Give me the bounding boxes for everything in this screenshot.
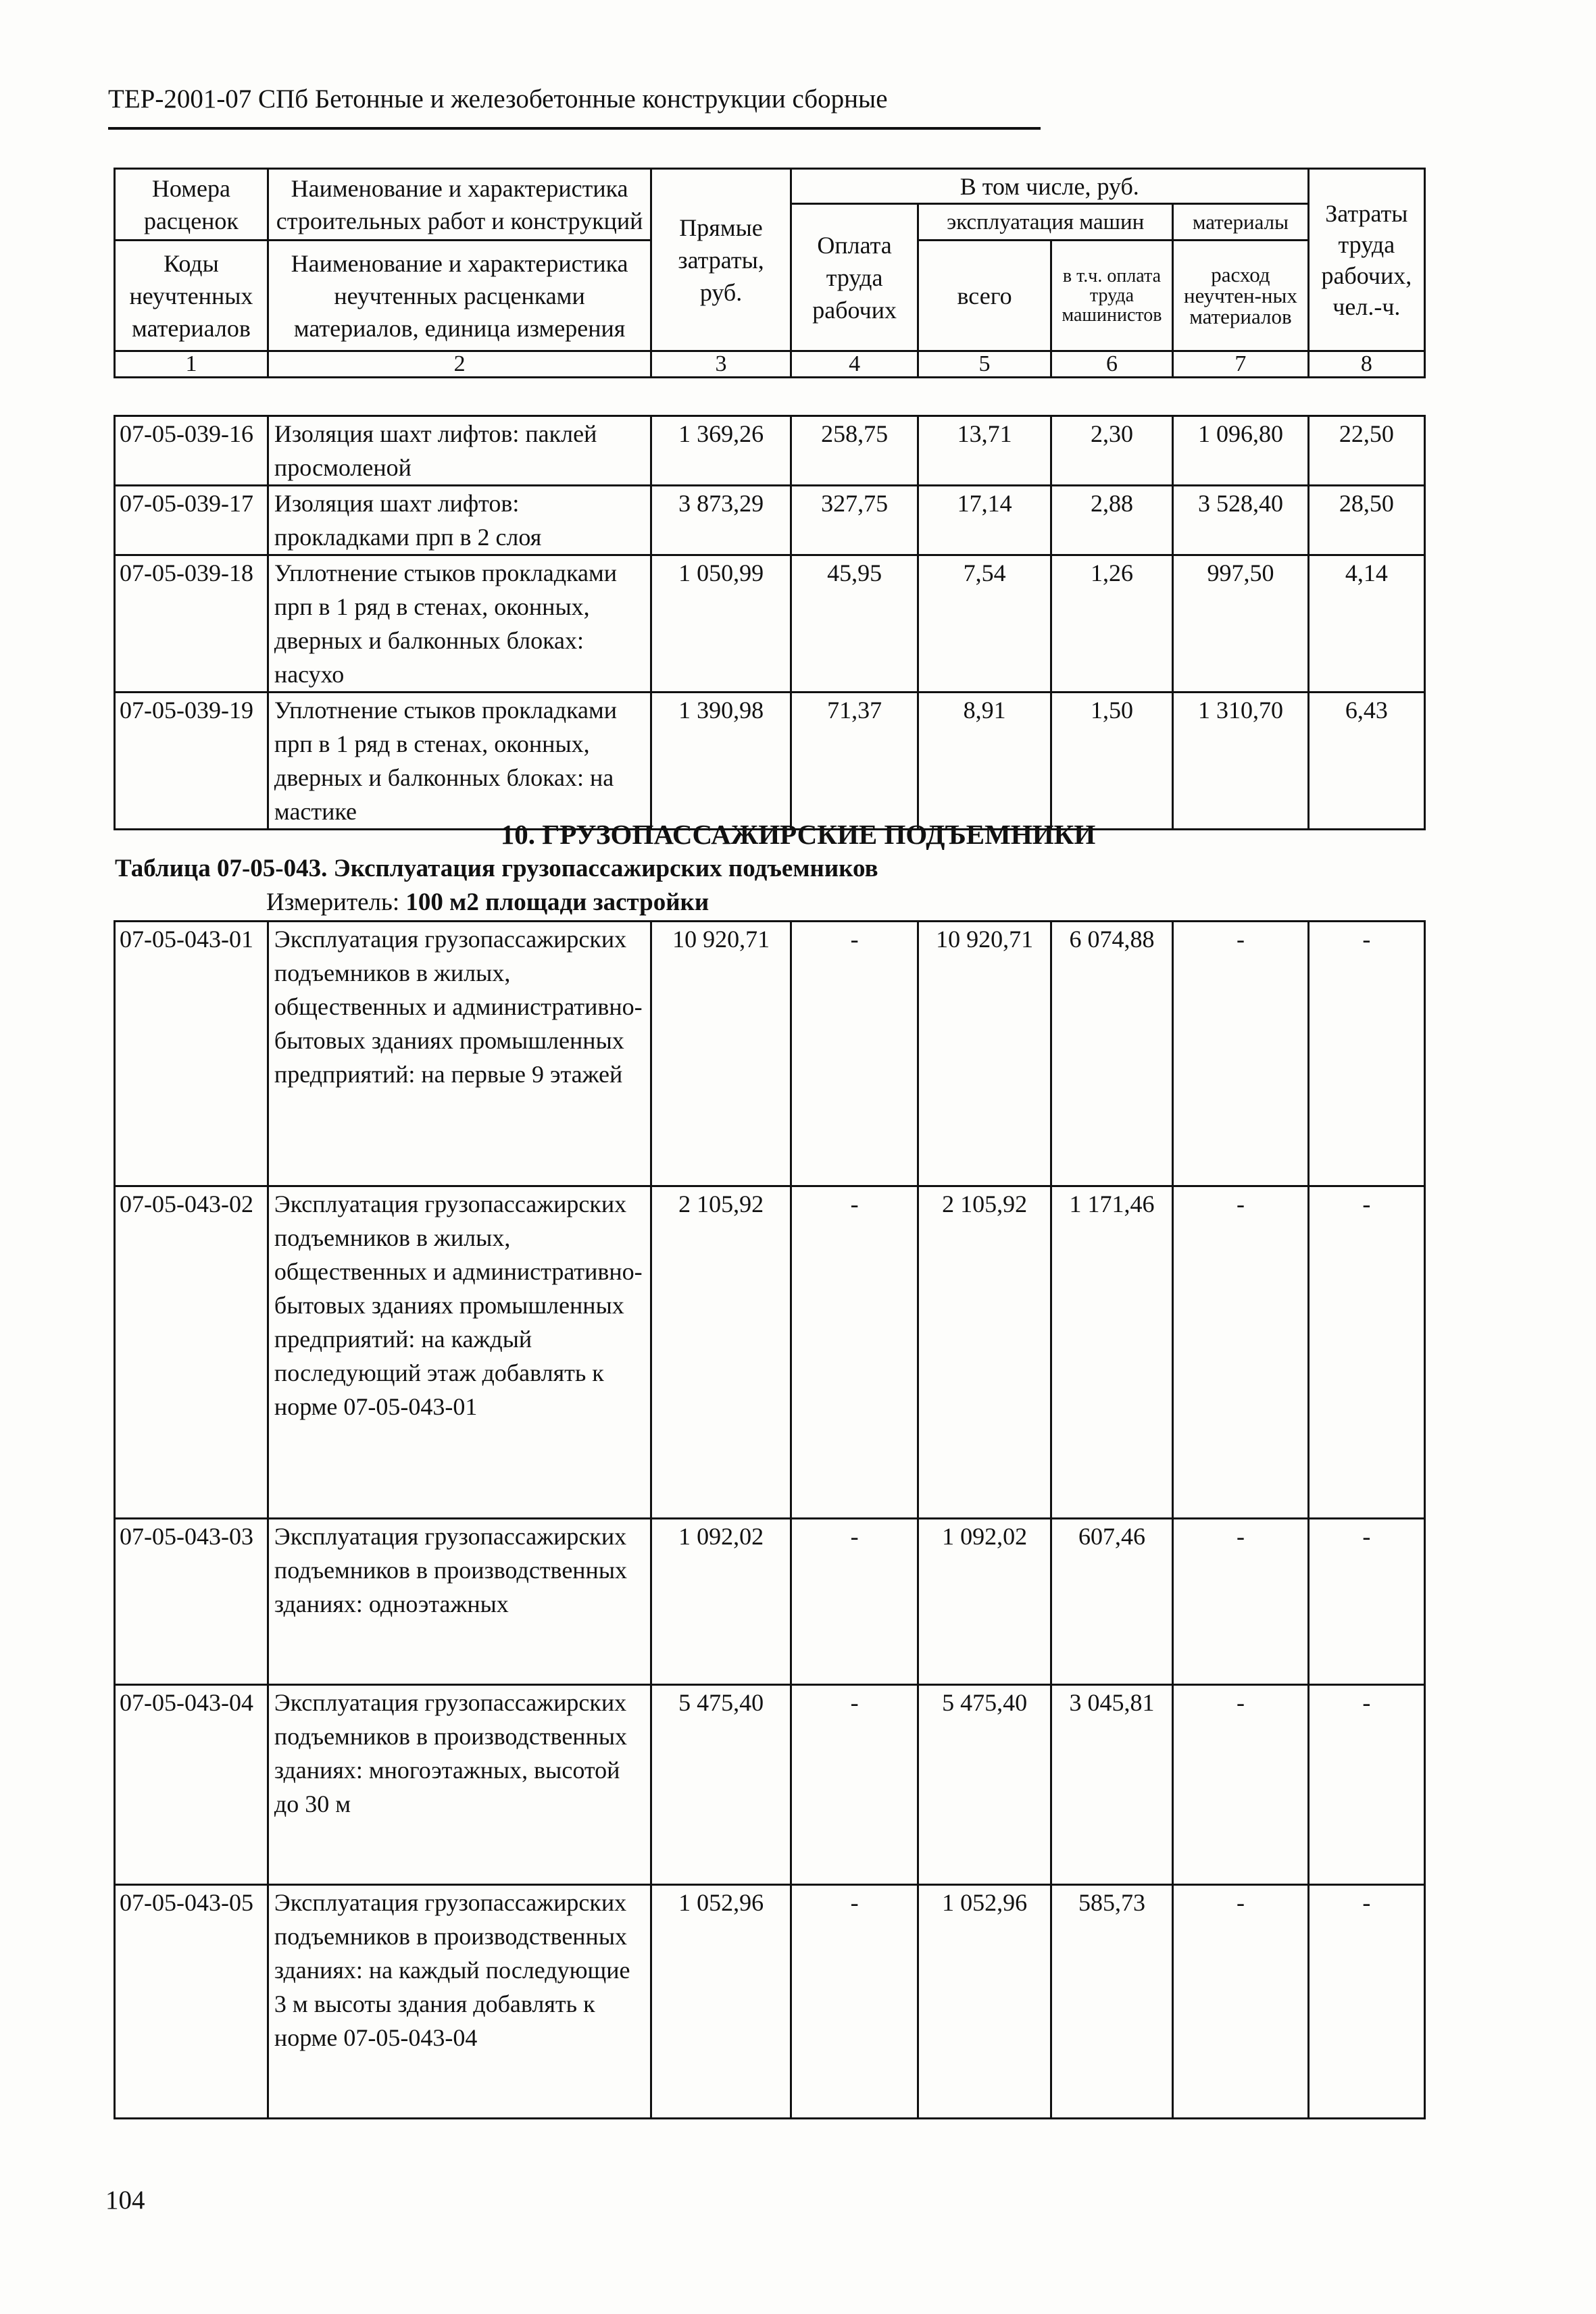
header-vsego: всего xyxy=(918,241,1051,351)
machinist-pay: 2,88 xyxy=(1051,486,1172,555)
labor-hours: - xyxy=(1308,1885,1424,2119)
header-materialy: материалы xyxy=(1173,204,1309,241)
labor-pay: - xyxy=(791,1519,918,1685)
header-nomera: Номера расценок xyxy=(115,169,268,241)
rates-table-039 xyxy=(114,415,1426,830)
materials: 997,50 xyxy=(1173,555,1309,693)
rate-name: Эксплуатация грузопассажирских подъемников в производственных зданиях: многоэтажных, высотой до 30 м xyxy=(268,1685,651,1885)
unit-label: Измеритель: xyxy=(266,888,400,916)
labor-pay: 327,75 xyxy=(791,486,918,555)
labor-pay: 45,95 xyxy=(791,555,918,693)
direct-cost: 1 092,02 xyxy=(651,1519,791,1685)
labor-hours: 6,43 xyxy=(1308,693,1424,830)
rate-code: 07-05-039-19 xyxy=(115,693,268,830)
header-ekspl: эксплуатация машин xyxy=(918,204,1173,241)
machinist-pay: 3 045,81 xyxy=(1051,1685,1172,1885)
header-num: 1 xyxy=(115,351,268,378)
table-row xyxy=(115,486,1425,555)
machinist-pay: 585,73 xyxy=(1051,1885,1172,2119)
header-num: 3 xyxy=(651,351,791,378)
header-num: 6 xyxy=(1051,351,1172,378)
machinist-pay: 2,30 xyxy=(1051,416,1172,486)
header-vtom: В том числе, руб. xyxy=(791,169,1308,204)
rate-code: 07-05-039-16 xyxy=(115,416,268,486)
table-title: Таблица 07-05-043. Эксплуатация грузопассажирских подъемников xyxy=(115,855,878,882)
labor-pay: - xyxy=(791,922,918,1186)
table-row xyxy=(115,1519,1425,1685)
machinist-pay: 1,50 xyxy=(1051,693,1172,830)
labor-hours: - xyxy=(1308,1685,1424,1885)
header-num: 4 xyxy=(791,351,918,378)
rate-name: Уплотнение стыков прокладками прп в 1 ряд в стенах, оконных, дверных и балконных блоках: на мастике xyxy=(268,693,651,830)
table-row xyxy=(115,416,1425,486)
table-row xyxy=(115,555,1425,693)
labor-hours: - xyxy=(1308,1519,1424,1685)
header-zatraty: Затраты труда рабочих, чел.-ч. xyxy=(1308,169,1424,351)
labor-pay: 71,37 xyxy=(791,693,918,830)
direct-cost: 10 920,71 xyxy=(651,922,791,1186)
machinist-pay: 1,26 xyxy=(1051,555,1172,693)
materials: - xyxy=(1173,1685,1309,1885)
column-header-table xyxy=(114,168,1426,378)
labor-pay: - xyxy=(791,1885,918,2119)
rate-name: Изоляция шахт лифтов: прокладками прп в 2 слоя xyxy=(268,486,651,555)
machinist-pay: 607,46 xyxy=(1051,1519,1172,1685)
machine-total: 7,54 xyxy=(918,555,1051,693)
machine-total: 10 920,71 xyxy=(918,922,1051,1186)
labor-hours: 28,50 xyxy=(1308,486,1424,555)
direct-cost: 1 052,96 xyxy=(651,1885,791,2119)
table-row xyxy=(115,922,1425,1186)
machinist-pay: 1 171,46 xyxy=(1051,1186,1172,1519)
direct-cost: 1 390,98 xyxy=(651,693,791,830)
labor-pay: 258,75 xyxy=(791,416,918,486)
header-kody: Коды неучтенных материалов xyxy=(115,241,268,351)
rate-name: Эксплуатация грузопассажирских подъемников в жилых, общественных и административно-бытовых зданиях промышленных предприятий: на каждый последующий этаж добавлять к норме 07-05-043-01 xyxy=(268,1186,651,1519)
machine-total: 17,14 xyxy=(918,486,1051,555)
labor-pay: - xyxy=(791,1186,918,1519)
header-vtch: в т.ч. оплата труда машинистов xyxy=(1051,241,1172,351)
machine-total: 8,91 xyxy=(918,693,1051,830)
materials: - xyxy=(1173,1186,1309,1519)
materials: - xyxy=(1173,1885,1309,2119)
header-num: 8 xyxy=(1308,351,1424,378)
labor-hours: - xyxy=(1308,922,1424,1186)
machine-total: 1 092,02 xyxy=(918,1519,1051,1685)
materials: 1 096,80 xyxy=(1173,416,1309,486)
header-num: 5 xyxy=(918,351,1051,378)
machine-total: 5 475,40 xyxy=(918,1685,1051,1885)
header-num: 7 xyxy=(1173,351,1309,378)
rate-code: 07-05-043-03 xyxy=(115,1519,268,1685)
direct-cost: 2 105,92 xyxy=(651,1186,791,1519)
unit-value: 100 м2 площади застройки xyxy=(405,888,709,916)
machine-total: 2 105,92 xyxy=(918,1186,1051,1519)
unit-of-measure xyxy=(266,886,709,919)
header-oplata: Оплата труда рабочих xyxy=(791,204,918,351)
machine-total: 1 052,96 xyxy=(918,1885,1051,2119)
materials: 1 310,70 xyxy=(1173,693,1309,830)
labor-pay: - xyxy=(791,1685,918,1885)
rate-code: 07-05-043-01 xyxy=(115,922,268,1186)
table-row xyxy=(115,1685,1425,1885)
rate-code: 07-05-043-05 xyxy=(115,1885,268,2119)
header-num: 2 xyxy=(268,351,651,378)
page-header: ТЕР-2001-07 СПб Бетонные и железобетонные конструкции сборные xyxy=(108,82,1041,130)
rate-code: 07-05-039-17 xyxy=(115,486,268,555)
direct-cost: 1 050,99 xyxy=(651,555,791,693)
rate-name: Изоляция шахт лифтов: паклей просмоленой xyxy=(268,416,651,486)
rate-name: Уплотнение стыков прокладками прп в 1 ряд в стенах, оконных, дверных и балконных блоках: насухо xyxy=(268,555,651,693)
header-naim-works: Наименование и характеристика строительных работ и конструкций xyxy=(268,169,651,241)
machine-total: 13,71 xyxy=(918,416,1051,486)
materials: - xyxy=(1173,1519,1309,1685)
page-number: 104 xyxy=(105,2186,145,2215)
labor-hours: 22,50 xyxy=(1308,416,1424,486)
header-pryamye: Прямые затраты, руб. xyxy=(651,169,791,351)
section-title: 10. ГРУЗОПАССАЖИРСКИЕ ПОДЪЕМНИКИ xyxy=(500,819,1096,850)
rate-name: Эксплуатация грузопассажирских подъемников в жилых, общественных и административно-бытовых зданиях промышленных предприятий: на первые 9 этажей xyxy=(268,922,651,1186)
table-row xyxy=(115,693,1425,830)
labor-hours: 4,14 xyxy=(1308,555,1424,693)
rate-code: 07-05-043-02 xyxy=(115,1186,268,1519)
rate-name: Эксплуатация грузопассажирских подъемников в производственных зданиях: на каждый последующие 3 м высоты здания добавлять к норме 07-05-043-04 xyxy=(268,1885,651,2119)
direct-cost: 3 873,29 xyxy=(651,486,791,555)
header-rashod: расход неучтен-ных материалов xyxy=(1173,241,1309,351)
direct-cost: 1 369,26 xyxy=(651,416,791,486)
machinist-pay: 6 074,88 xyxy=(1051,922,1172,1186)
labor-hours: - xyxy=(1308,1186,1424,1519)
rates-table-043 xyxy=(114,920,1426,2119)
header-naim-materials: Наименование и характеристика неучтенных расценками материалов, единица измерения xyxy=(268,241,651,351)
rate-code: 07-05-039-18 xyxy=(115,555,268,693)
rate-name: Эксплуатация грузопассажирских подъемников в производственных зданиях: одноэтажных xyxy=(268,1519,651,1685)
direct-cost: 5 475,40 xyxy=(651,1685,791,1885)
materials: - xyxy=(1173,922,1309,1186)
table-row xyxy=(115,1885,1425,2119)
rate-code: 07-05-043-04 xyxy=(115,1685,268,1885)
materials: 3 528,40 xyxy=(1173,486,1309,555)
table-row xyxy=(115,1186,1425,1519)
